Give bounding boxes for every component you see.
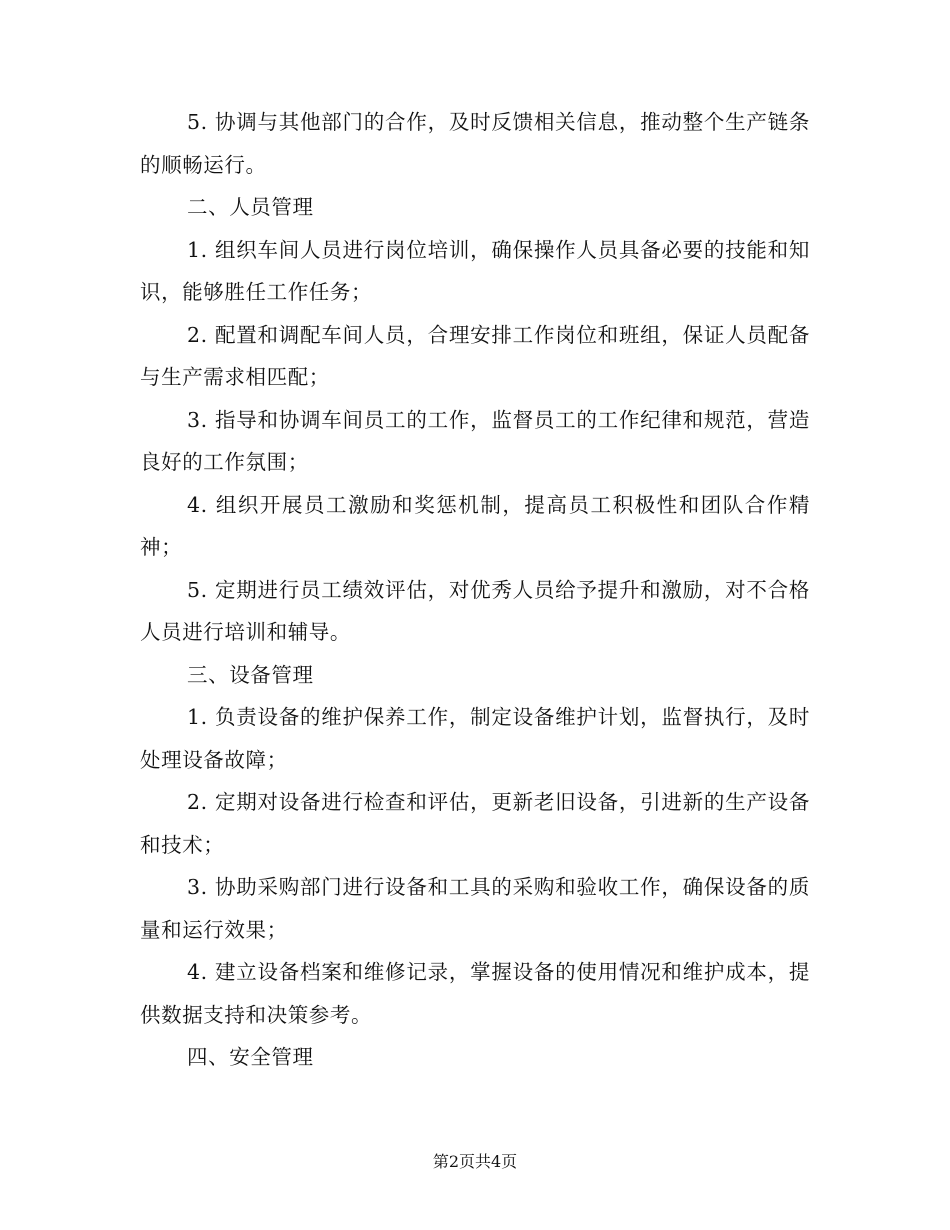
- paragraph-personnel-5: 5. 定期进行员工绩效评估，对优秀人员给予提升和激励，对不合格人员进行培训和辅导。: [140, 577, 810, 644]
- paragraph-personnel-2: 2. 配置和调配车间人员，合理安排工作岗位和班组，保证人员配备与生产需求相匹配；: [140, 322, 810, 389]
- paragraph-item-5-coordination: 5. 协调与其他部门的合作，及时反馈相关信息，推动整个生产链条的顺畅运行。: [140, 110, 810, 177]
- paragraph-equipment-2: 2. 定期对设备进行检查和评估，更新老旧设备，引进新的生产设备和技术；: [140, 790, 810, 857]
- paragraph-equipment-1: 1. 负责设备的维护保养工作，制定设备维护计划，监督执行，及时处理设备故障；: [140, 705, 810, 772]
- paragraph-personnel-4: 4. 组织开展员工激励和奖惩机制，提高员工积极性和团队合作精神；: [140, 492, 810, 559]
- document-body: [140, 101, 810, 1079]
- paragraph-equipment-3: 3. 协助采购部门进行设备和工具的采购和验收工作，确保设备的质量和运行效果；: [140, 875, 810, 942]
- page-footer: 第2页共4页: [432, 1152, 518, 1171]
- paragraph-personnel-1: 1. 组织车间人员进行岗位培训，确保操作人员具备必要的技能和知识，能够胜任工作任务；: [140, 237, 810, 304]
- section-heading-safety: 四、安全管理: [187, 1045, 314, 1069]
- section-heading-equipment: 三、设备管理: [187, 662, 314, 687]
- section-heading-personnel: 二、人员管理: [187, 195, 314, 219]
- paragraph-personnel-3: 3. 指导和协调车间员工的工作，监督员工的工作纪律和规范，营造良好的工作氛围；: [140, 407, 810, 474]
- paragraph-equipment-4: 4. 建立设备档案和维修记录，掌握设备的使用情况和维护成本，提供数据支持和决策参考。: [140, 960, 810, 1027]
